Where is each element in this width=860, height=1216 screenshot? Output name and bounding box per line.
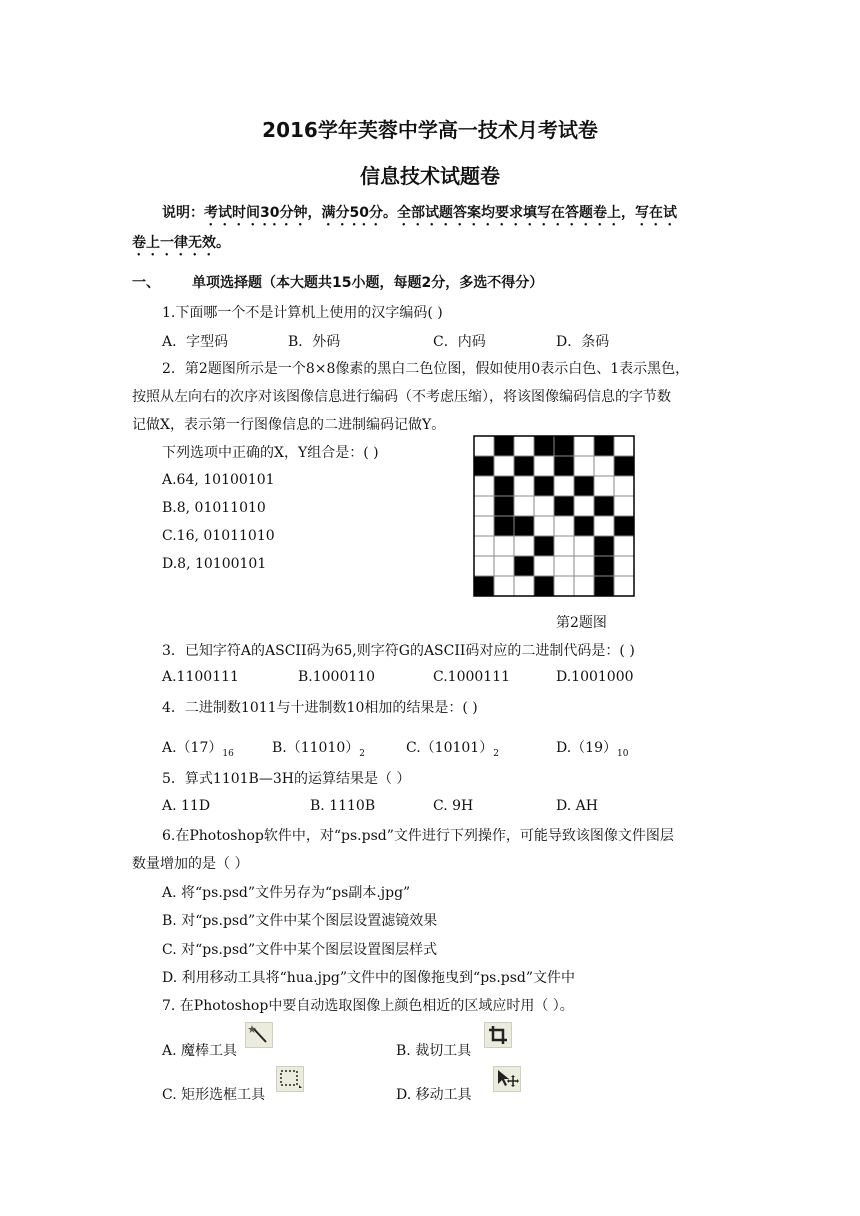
bitmap-cell [554, 476, 574, 496]
bitmap-cell [614, 456, 634, 476]
bitmap-cell [534, 456, 554, 476]
bitmap-cell [554, 496, 574, 516]
exam-title: 2016学年芙蓉中学高一技术月考试卷 [262, 118, 598, 142]
bitmap-cell [594, 556, 614, 576]
bitmap-cell [614, 476, 634, 496]
q5-option-d: D. AH [556, 798, 598, 814]
bitmap-cell [594, 436, 614, 456]
bitmap-cell [494, 516, 514, 536]
bitmap-cell [494, 496, 514, 516]
bitmap-cell [474, 556, 494, 576]
q5-stem: 5．算式1101B—3H的运算结果是（ ） [162, 771, 411, 787]
bitmap-cell [554, 516, 574, 536]
q4-option-d: $D.(19)_{10}$ [556, 740, 629, 759]
bitmap-cell [514, 556, 534, 576]
q1-option-a: A．字型码 [162, 334, 229, 350]
q7-option-d: D. 移动工具 [396, 1087, 472, 1103]
bitmap-cell [534, 576, 554, 596]
bitmap-cell [614, 436, 634, 456]
q2-prompt: 下列选项中正确的X，Y组合是：( ) [162, 445, 379, 461]
q6-option-d: D. 利用移动工具将“hua.jpg”文件中的图像拖曳到“ps.psd”文件中 [162, 970, 576, 986]
bitmap-cell [534, 436, 554, 456]
bitmap-cell [514, 456, 534, 476]
bitmap-cell [574, 516, 594, 536]
bitmap-cell [514, 516, 534, 536]
q2-bitmap-figure [472, 434, 636, 598]
q4-stem: 4．二进制数1011与十进制数10相加的结果是：( ) [162, 700, 478, 716]
q2-line2: 按照从左向右的次序对该图像信息进行编码（不考虑压缩），将该图像编码信息的字节数 [132, 389, 671, 405]
bitmap-cell [534, 556, 554, 576]
bitmap-cell [514, 576, 534, 596]
bitmap-cell [474, 536, 494, 556]
q7-stem: 7. 在Photoshop中要自动选取图像上颜色相近的区域应时用（ ）。 [162, 998, 574, 1014]
rect-marquee-icon [276, 1066, 304, 1092]
bitmap-cell [474, 476, 494, 496]
q3-option-c: C.1000111 [433, 669, 511, 685]
bitmap-cell [594, 516, 614, 536]
bitmap-cell [554, 536, 574, 556]
exam-subtitle: 信息技术试题卷 [360, 164, 500, 188]
bitmap-cell [614, 496, 634, 516]
bitmap-cell [554, 576, 574, 596]
q7-option-c: C. 矩形选框工具 [162, 1087, 266, 1103]
bitmap-cell [594, 536, 614, 556]
bitmap-cell [474, 456, 494, 476]
bitmap-cell [574, 556, 594, 576]
bitmap-cell [534, 476, 554, 496]
q5-option-c: C. 9H [433, 798, 474, 814]
q3-stem: 3．已知字符A的ASCII码为65,则字符G的ASCII码对应的二进制代码是：( ) [162, 643, 635, 659]
bitmap-cell [514, 436, 534, 456]
bitmap-cell [514, 496, 534, 516]
bitmap-cell [474, 576, 494, 596]
q4-option-c: $C.(10101)_2$ [406, 740, 499, 759]
q7-option-a: A. 魔棒工具 [162, 1043, 238, 1059]
bitmap-cell [574, 436, 594, 456]
bitmap-cell [594, 576, 614, 596]
q6-line1: 6.在Photoshop软件中，对“ps.psd”文件进行下列操作，可能导致该图像文件图层 [162, 828, 674, 844]
bitmap-cell [574, 576, 594, 596]
bitmap-cell [574, 496, 594, 516]
q4-option-b: $B.(11010)_2$ [272, 740, 366, 759]
bitmap-cell [474, 496, 494, 516]
bitmap-cell [614, 516, 634, 536]
q1-stem: 1.下面哪一个不是计算机上使用的汉字编码( ) [162, 305, 443, 321]
q1-option-b: B．外码 [288, 334, 341, 350]
q2-option-d: D.8, 10100101 [162, 556, 267, 572]
q6-line2: 数量增加的是（ ） [132, 856, 249, 872]
bitmap-cell [614, 576, 634, 596]
bitmap-cell [614, 536, 634, 556]
q1-option-c: C．内码 [433, 334, 486, 350]
exam-note-line1 [162, 202, 677, 229]
bitmap-cell [494, 456, 514, 476]
bitmap-cell [554, 436, 574, 456]
bitmap-cell [494, 556, 514, 576]
bitmap-cell [494, 576, 514, 596]
move-icon [493, 1066, 521, 1092]
bitmap-cell [594, 476, 614, 496]
bitmap-cell [594, 496, 614, 516]
note-prefix: 说明： [162, 205, 204, 221]
bitmap-cell [554, 456, 574, 476]
q6-option-b: B. 对“ps.psd”文件中某个图层设置滤镜效果 [162, 913, 438, 929]
bitmap-cell [494, 476, 514, 496]
bitmap-cell [494, 536, 514, 556]
q5-option-b: B. 1110B [310, 798, 376, 814]
q4-option-a: $A.(17)_{16}$ [162, 740, 234, 759]
q2-line1: 2．第2题图所示是一个8×8像素的黑白二色位图，假如使用0表示白色、1表示黑色， [162, 361, 690, 377]
section-number: 一、 [132, 275, 160, 291]
crop-icon [484, 1022, 512, 1048]
bitmap-cell [534, 536, 554, 556]
q2-option-a: A.64, 10100101 [162, 472, 275, 488]
bitmap-cell [574, 456, 594, 476]
magic-wand-icon [245, 1022, 273, 1048]
exam-note-line2: 卷上一律无效。 [132, 235, 230, 251]
q2-caption: 第2题图 [556, 615, 607, 631]
bitmap-cell [534, 516, 554, 536]
bitmap-cell [574, 536, 594, 556]
bitmap-cell [474, 436, 494, 456]
q1-option-d: D．条码 [556, 334, 610, 350]
q2-option-c: C.16, 01011010 [162, 528, 275, 544]
bitmap-cell [554, 556, 574, 576]
q3-option-d: D.1001000 [556, 669, 634, 685]
q2-line3: 记做X，表示第一行图像信息的二进制编码记做Y。 [132, 417, 446, 433]
bitmap-cell [474, 516, 494, 536]
bitmap-cell [534, 496, 554, 516]
q3-option-a: A.1100111 [162, 669, 239, 685]
q3-option-b: B.1000110 [298, 669, 376, 685]
bitmap-cell [494, 436, 514, 456]
q6-option-a: A. 将“ps.psd”文件另存为“ps副本.jpg” [162, 885, 411, 901]
q2-option-b: B.8, 01011010 [162, 500, 266, 516]
bitmap-cell [574, 476, 594, 496]
bitmap-cell [614, 556, 634, 576]
section-title: 单项选择题（本大题共15小题，每题2分，多选不得分） [192, 275, 544, 291]
bitmap-cell [514, 536, 534, 556]
q5-option-a: A. 11D [162, 798, 211, 814]
q6-option-c: C. 对“ps.psd”文件中某个图层设置图层样式 [162, 942, 438, 958]
q7-option-b: B. 裁切工具 [396, 1043, 472, 1059]
bitmap-cell [514, 476, 534, 496]
note-dotted-text-1: 考试时间30分钟，满分50分。全部试题答案均要求填写在答题卷上，写在试 [204, 205, 677, 221]
bitmap-cell [594, 456, 614, 476]
